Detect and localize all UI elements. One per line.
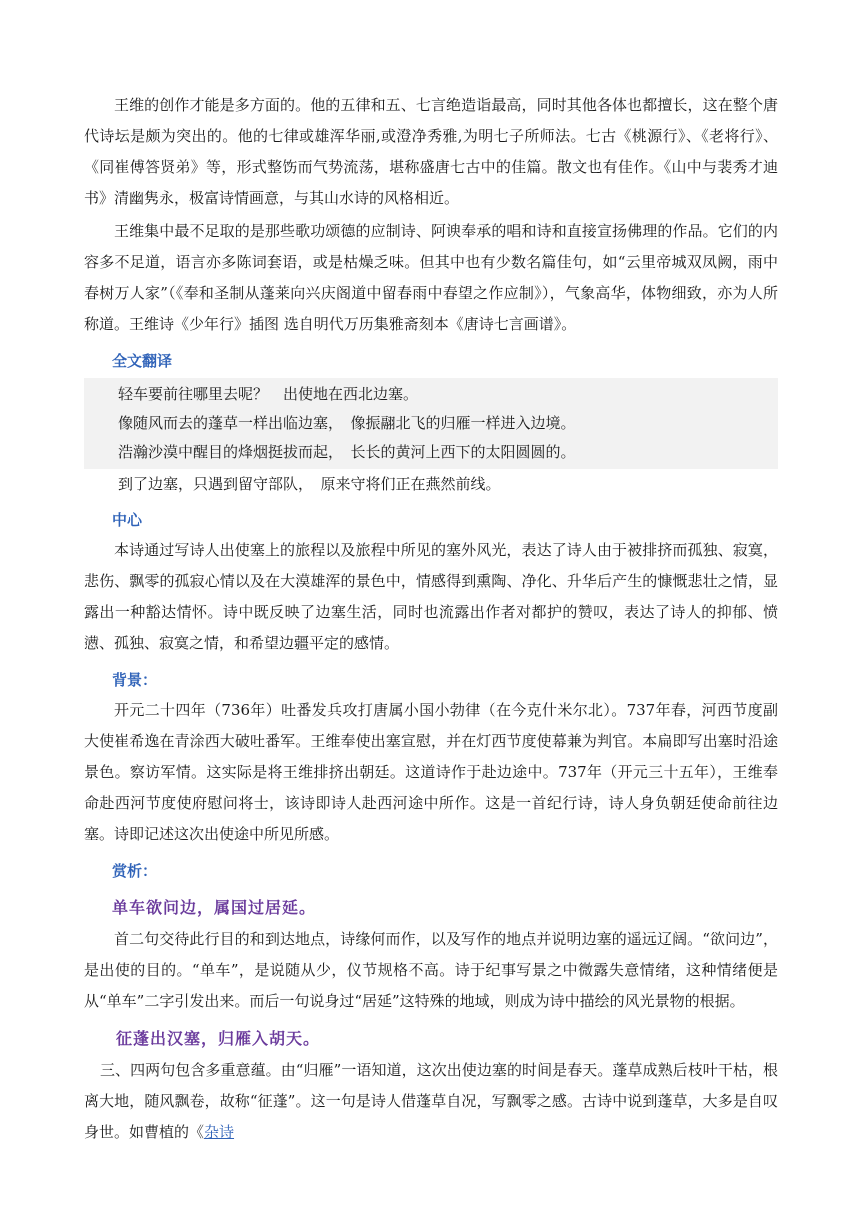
paragraph-wangwei-talent: 王维的创作才能是多方面的。他的五律和五、七言绝造诣最高，同时其他各体也都擅长，这在整个唐代诗坛是颇为突出的。他的七律或雄浑华丽,或澄净秀雅,为明七子所师法。七古《桃源行》、《老将行》、《同崔傅答贤弟》等，形式整饬而气势流荡，堪称盛唐七古中的佳篇。散文也有佳作。《山中与裴秀才迪书》清幽隽永，极富诗情画意，与其山水诗的风格相近。 [84, 96, 778, 207]
translation-line: 像随风而去的蓬草一样出临边塞， 像振翮北飞的归雁一样进入边境。 [118, 414, 576, 432]
heading-translation: 全文翻译 [112, 352, 173, 370]
paragraph-wangwei-shortcomings: 王维集中最不足取的是那些歌功颂德的应制诗、阿谀奉承的唱和诗和直接宣扬佛理的作品。它们的内容多不足道，语言亦多陈词套语，或是枯燥乏味。但其中也有少数名篇佳句，如“云里帝城双凤阙，雨中春树万人家”（《奉和圣制从蓬莱向兴庆阁道中留春雨中春望之作应制》），气象高华，体物细致，亦为人所称道。王维诗《少年行》插图 选自明代万历集雅斋刻本《唐诗七言画谱》。 [84, 222, 778, 333]
link-zashi[interactable]: 杂诗 [204, 1123, 235, 1141]
translation-box [84, 378, 778, 469]
heading-background: 背景： [112, 671, 158, 689]
heading-appreciation: 赏析： [112, 862, 158, 880]
document-content [84, 90, 778, 1148]
verse-line-2: 征蓬出汉塞，归雁入胡天。 [116, 1029, 321, 1048]
paragraph-appreciation-1: 首二句交待此行目的和到达地点，诗缘何而作，以及写作的地点并说明边塞的遥远辽阔。“欲问边”，是出使的目的。“单车”，是说随从少，仪节规格不高。诗于纪事写景之中微露失意情绪，这种情绪便是从“单车”二字引发出来。而后一句说身过“居延”这特殊的地域，则成为诗中描绘的风光景物的根据。 [84, 930, 778, 1010]
translation-line-last: 到了边塞，只遇到留守部队， 原来守将们正在燕然前线。 [118, 475, 501, 493]
translation-line: 浩瀚沙漠中醒目的烽烟挺拔而起， 长长的黄河上西下的太阳圆圆的。 [118, 443, 576, 461]
heading-center: 中心 [112, 511, 143, 529]
paragraph-appreciation-2-text: 三、四两句包含多重意蕴。由“归雁”一语知道，这次出使边塞的时间是春天。蓬草成熟后枝叶干枯，根离大地，随风飘卷，故称“征蓬”。这一句是诗人借蓬草自况，写飘零之感。古诗中说到蓬草，大多是自叹身世。如曹植的《 [84, 1061, 778, 1141]
translation-line: 轻车要前往哪里去呢？ 出使地在西北边塞。 [118, 385, 419, 403]
paragraph-background: 开元二十四年（736年）吐番发兵攻打唐属小国小勃律（在今克什米尔北）。737年春，河西节度副大使崔希逸在青涂西大破吐番军。王维奉使出塞宣慰，并在灯西节度使幕兼为判官。本扁即写出塞时沿途景色。察访军情。这实际是将王维排挤出朝廷。这道诗作于赴边途中。737年（开元三十五年），王维奉命赴西河节度使府慰问将士，该诗即诗人赴西河途中所作。这是一首纪行诗，诗人身负朝廷使命前往边塞。诗即记述这次出使途中所见所感。 [84, 701, 778, 843]
paragraph-center: 本诗通过写诗人出使塞上的旅程以及旅程中所见的塞外风光，表达了诗人由于被排挤而孤独、寂寞，悲伤、飘零的孤寂心情以及在大漠雄浑的景色中，情感得到熏陶、净化、升华后产生的慷慨悲壮之情，显露出一种豁达情怀。诗中既反映了边塞生活，同时也流露出作者对都护的赞叹，表达了诗人的抑郁、愤懑、孤独、寂寞之情，和希望边疆平定的感情。 [84, 541, 778, 652]
paragraph-appreciation-2 [84, 1055, 778, 1148]
verse-line-1: 单车欲问边，属国过居延。 [112, 898, 317, 917]
